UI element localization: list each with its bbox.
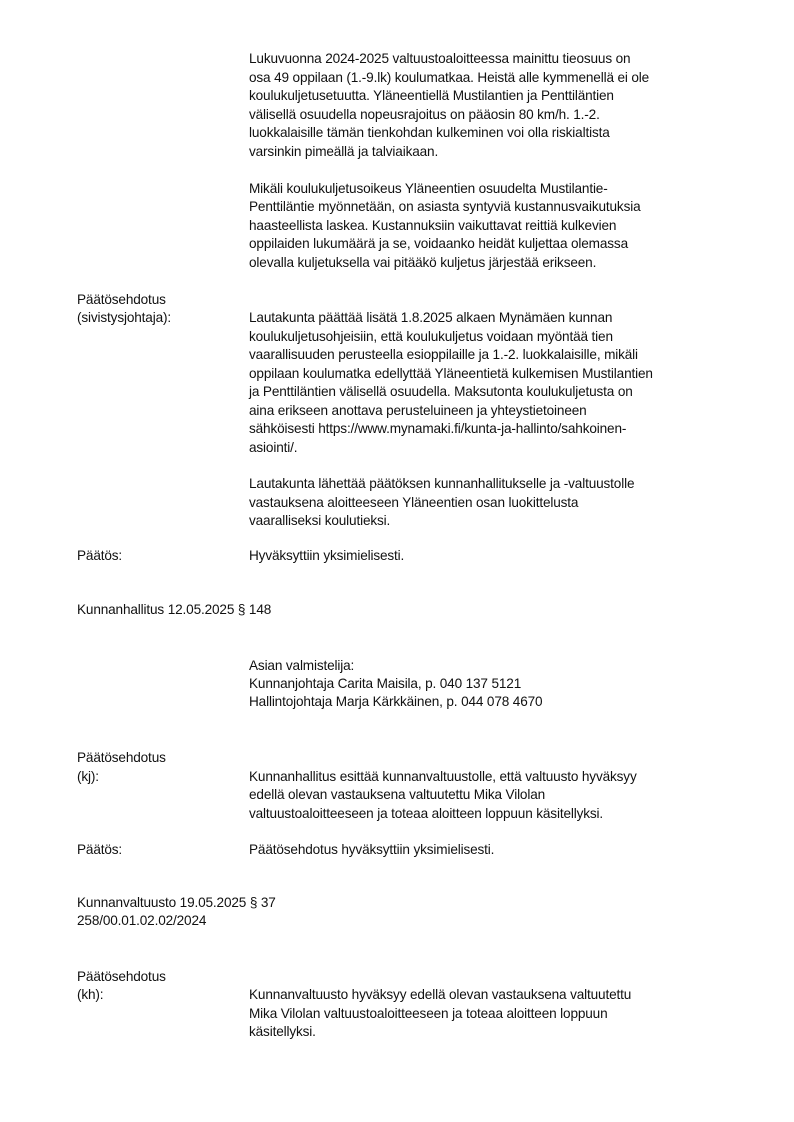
decision-label: Päätös:	[77, 842, 123, 857]
proposal-label: Päätösehdotus	[77, 292, 166, 307]
text-line: luokkalaisille tämän tienkohdan kulkeminen voi olla riskialtista	[249, 125, 610, 140]
text-line: haasteellista laskea. Kustannuksiin vaikuttavat reittiä kulkevien	[249, 218, 617, 233]
text-line: aina erikseen anottava perusteluineen ja yhteystietoineen	[249, 403, 587, 418]
text-line: Mika Vilolan valtuustoaloitteeseen ja toteaa aloitteen loppuun	[249, 1006, 608, 1021]
text-line: Kunnanvaltuusto hyväksyy edellä olevan vastauksena valtuutettu	[249, 987, 632, 1002]
decision-label: Päätös:	[77, 548, 123, 563]
proposal-label: Päätösehdotus	[77, 750, 166, 765]
text-line: Penttiläntie myönnetään, on asiasta syntyviä kustannusvaikutuksia	[249, 199, 641, 214]
text-line: varsinkin pimeällä ja talviaikaan.	[249, 144, 439, 159]
text-line: edellä olevan vastauksena valtuutettu Mika Vilolan	[249, 787, 546, 802]
decision-text: Hyväksyttiin yksimielisesti.	[249, 548, 405, 563]
text-line: Kunnanhallitus esittää kunnanvaltuustolle, että valtuusto hyväksyy	[249, 769, 637, 784]
text-line: käsitellyksi.	[249, 1024, 316, 1039]
council-section-heading: Kunnanvaltuusto 19.05.2025 § 37	[77, 895, 276, 910]
proposal-label-role: (sivistysjohtaja):	[77, 310, 171, 325]
text-line: vaaralliseksi koulutieksi.	[249, 513, 391, 528]
text-line: valtuustoaloitteeseen ja toteaa aloitteen loppuun käsitellyksi.	[249, 806, 604, 821]
text-line: vaarallisuuden perusteella esioppilaille ja 1.-2. luokkalaisille, mikäli	[249, 347, 638, 362]
url-text-line: sähköisesti https://www.mynamaki.fi/kunta-ja-hallinto/sahkoinen-	[249, 421, 627, 436]
text-line: Mikäli koulukuljetusoikeus Yläneentien osuudelta Mustilantie-	[249, 181, 608, 196]
text-line: olevalla kuljetuksella vai pitääkö kuljetus järjestää erikseen.	[249, 255, 597, 270]
text-line: välisellä osuudella nopeusrajoitus on pääosin 80 km/h. 1.-2.	[249, 107, 600, 122]
proposal-label-role: (kh):	[77, 987, 104, 1002]
proposal-label: Päätösehdotus	[77, 969, 166, 984]
text-line: osa 49 oppilaan (1.-9.lk) koulumatkaa. Heistä alle kymmenellä ei ole	[249, 70, 650, 85]
text-line: Lautakunta päättää lisätä 1.8.2025 alkaen Mynämäen kunnan	[249, 310, 613, 325]
url-text-line: asiointi/.	[249, 440, 298, 455]
preparer-title: Asian valmistelija:	[249, 658, 355, 673]
text-line: Lautakunta lähettää päätöksen kunnanhallitukselle ja -valtuustolle	[249, 476, 635, 491]
text-line: oppilaan koulumatka edellyttää Yläneentietä kulkemisen Mustilantien	[249, 366, 653, 381]
proposal-label-role: (kj):	[77, 769, 99, 784]
text-line: Lukuvuonna 2024-2025 valtuustoaloitteessa mainittu tieosuus on	[249, 51, 631, 66]
preparer-contact: Hallintojohtaja Marja Kärkkäinen, p. 044 078 4670	[249, 694, 543, 709]
text-line: koulukuljetusetuutta. Yläneentiellä Mustilantien ja Penttiläntien	[249, 88, 614, 103]
text-line: vastauksena aloitteeseen Yläneentien osan luokittelusta	[249, 495, 579, 510]
board-section-heading: Kunnanhallitus 12.05.2025 § 148	[77, 602, 272, 617]
council-reference-number: 258/00.01.02.02/2024	[77, 913, 207, 928]
text-line: oppilaiden lukumäärä ja se, voidaanko heidät kuljettaa olemassa	[249, 236, 628, 251]
decision-text: Päätösehdotus hyväksyttiin yksimielisesti.	[249, 842, 495, 857]
text-line: ja Penttiläntien välisellä osuudella. Maksutonta koulukuljetusta on	[249, 384, 633, 399]
text-line: koulukuljetusohjeisiin, että koulukuljetus voidaan myöntää tien	[249, 329, 613, 344]
preparer-contact: Kunnanjohtaja Carita Maisila, p. 040 137 5121	[249, 676, 522, 691]
